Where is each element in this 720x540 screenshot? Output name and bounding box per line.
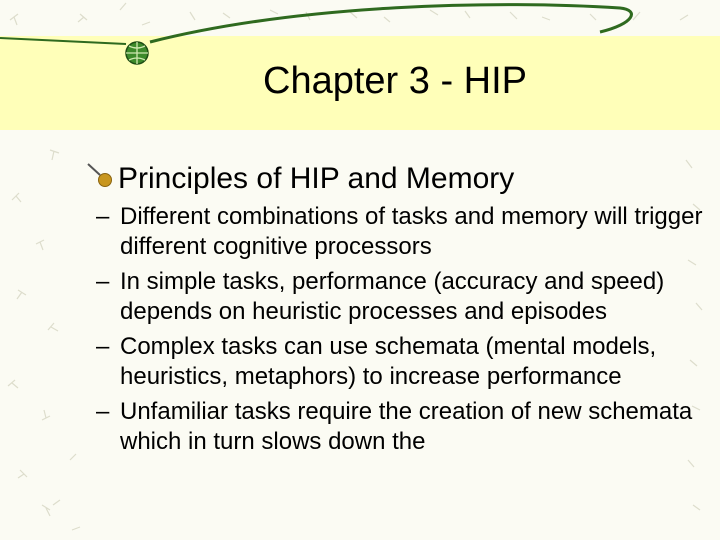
sub-bullet-dash: – [96, 268, 110, 295]
sub-bullet-dash: – [96, 333, 110, 360]
main-bullet-text: Principles of HIP and Memory [118, 162, 515, 195]
sub-bullet-text: Different combinations of tasks and memory will trigger different cognitive processors [120, 203, 703, 260]
sub-bullet-text: In simple tasks, performance (accuracy and speed) depends on heuristic processes and episodes [120, 268, 665, 325]
sub-bullet-text: Complex tasks can use schemata (mental models, heuristics, metaphors) to increase performance [120, 333, 657, 390]
title-swoosh [0, 0, 720, 60]
sub-bullet-item [96, 267, 716, 327]
sub-bullet-dash: – [96, 398, 110, 425]
sub-bullet-dash: – [96, 203, 110, 230]
sub-bullet-list [96, 202, 716, 462]
sub-bullet-item [96, 397, 716, 457]
slide-title: Chapter 3 - HIP [263, 60, 527, 102]
sub-bullet-item [96, 202, 716, 262]
bullet-icon [86, 162, 114, 188]
sub-bullet-item [96, 332, 716, 392]
sub-bullet-text: Unfamiliar tasks require the creation of new schemata which in turn slows down the [120, 398, 693, 455]
